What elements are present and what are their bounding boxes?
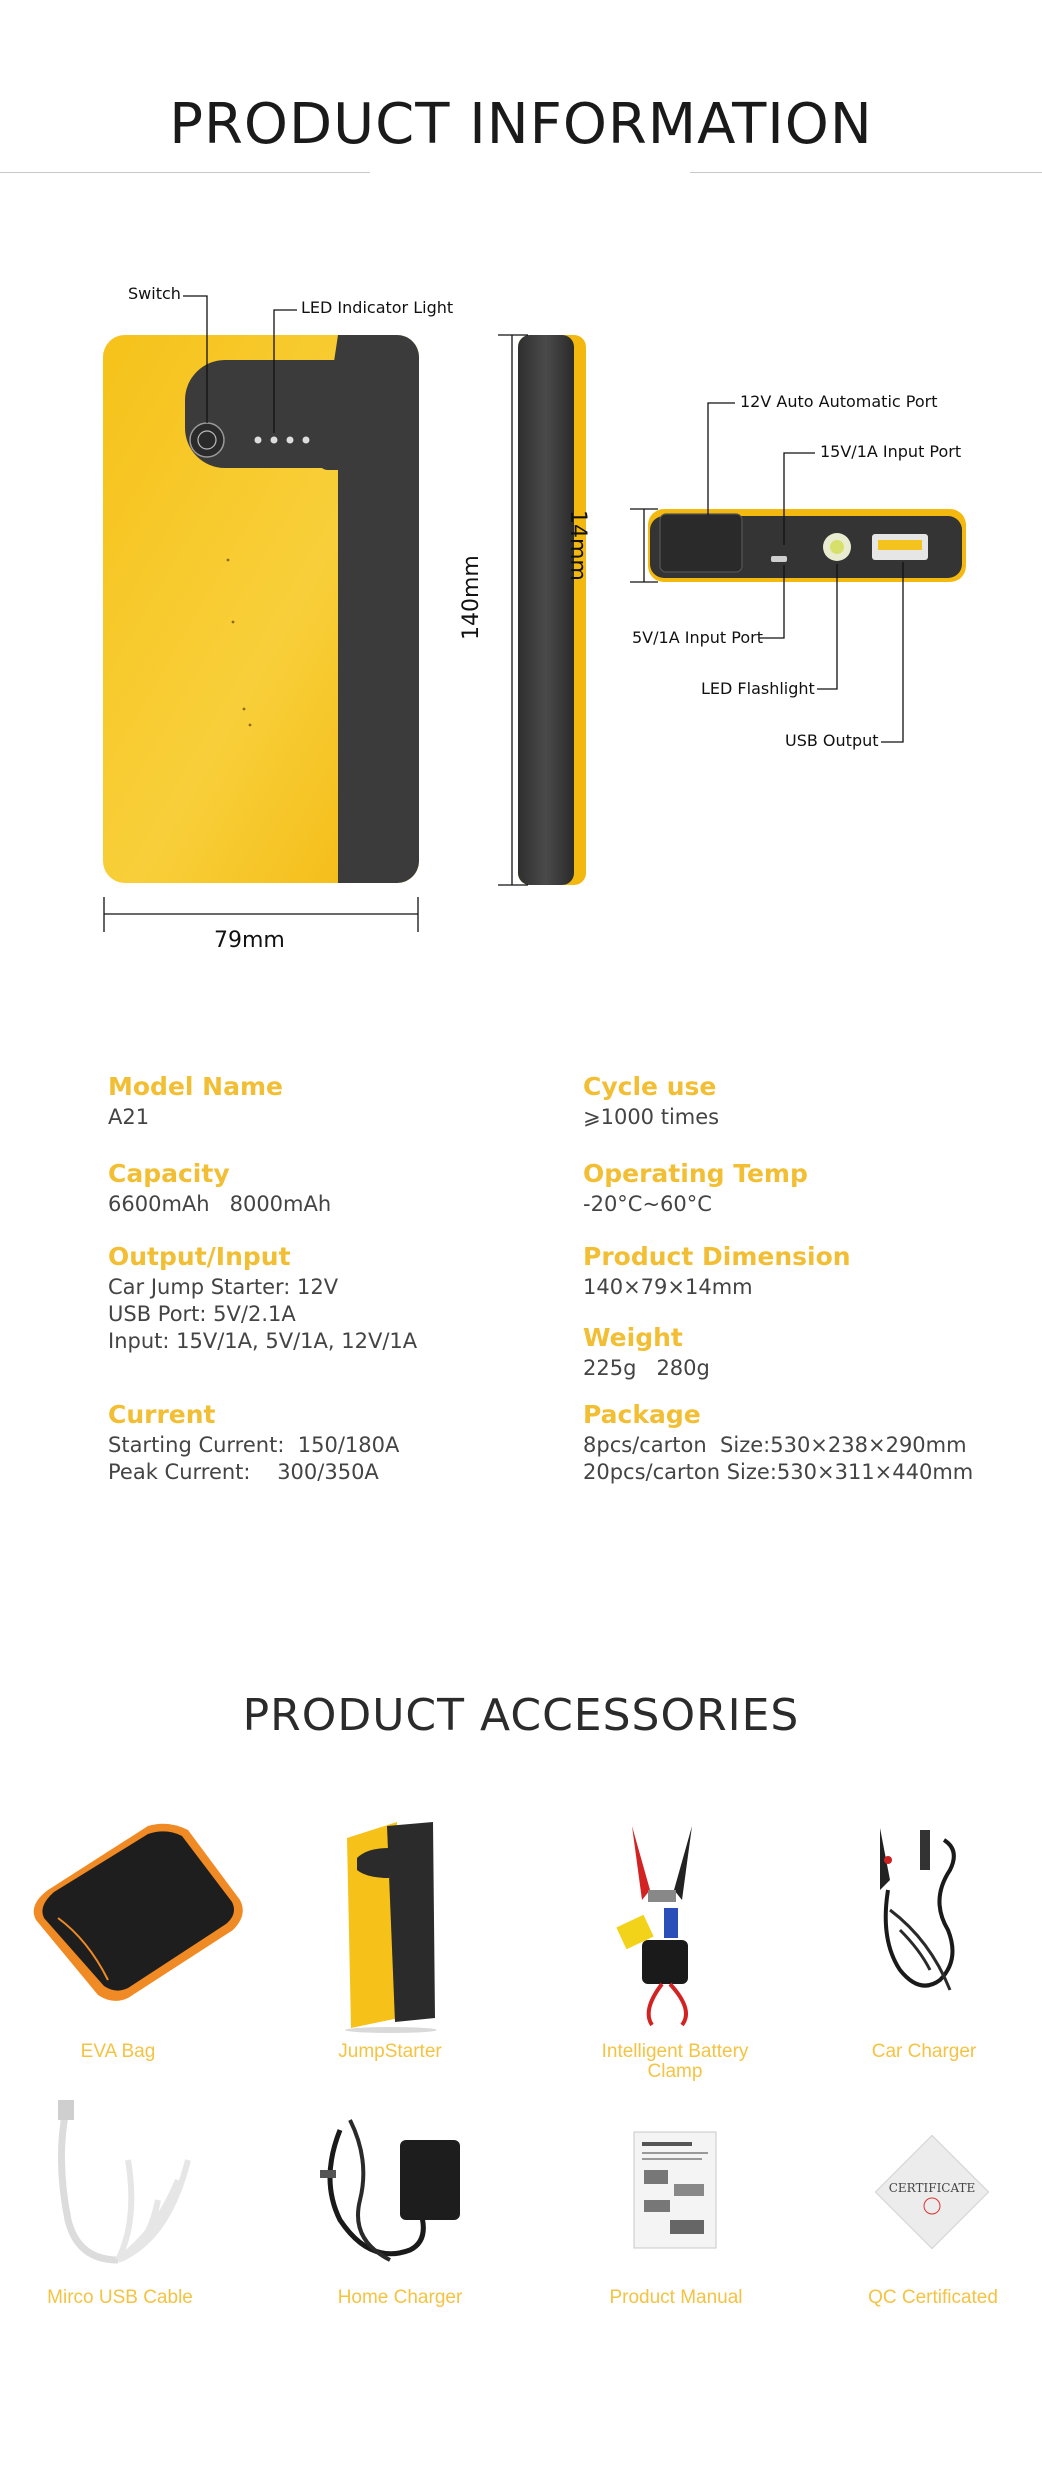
port-12v-label: 12V Auto Automatic Port xyxy=(740,392,938,411)
product-accessories-title: PRODUCT ACCESSORIES xyxy=(242,1690,800,1741)
port-15v-label: 15V/1A Input Port xyxy=(820,442,962,461)
micro-usb-cable-image xyxy=(48,2100,198,2270)
accessory-caption: Car Charger xyxy=(871,2041,977,2062)
usb-output-label: USB Output xyxy=(785,731,879,750)
port-5v-label: 5V/1A Input Port xyxy=(632,628,763,647)
accessory-product-manual xyxy=(586,2288,766,2308)
spec-label: Weight xyxy=(583,1323,683,1352)
spec-model xyxy=(108,1070,283,1131)
accessory-car-charger xyxy=(844,2042,1004,2062)
product-manual-image xyxy=(630,2128,720,2253)
width-dimension: 79mm xyxy=(214,928,285,953)
battery-clamp-image xyxy=(612,1820,732,2030)
spec-temp xyxy=(583,1157,808,1218)
spec-label: Cycle use xyxy=(583,1072,717,1101)
spec-label: Model Name xyxy=(108,1072,283,1101)
switch-label: Switch xyxy=(128,284,181,303)
home-charger-image xyxy=(310,2100,475,2270)
spec-label: Operating Temp xyxy=(583,1159,808,1188)
product-diagram xyxy=(0,0,1042,960)
spec-dimension xyxy=(583,1240,851,1301)
eva-bag-image xyxy=(28,1820,250,2005)
spec-label: Capacity xyxy=(108,1159,230,1188)
spec-cycle xyxy=(583,1070,719,1131)
car-charger-image xyxy=(860,1820,970,2005)
spec-package xyxy=(583,1398,973,1486)
thickness-dimension: 14mm xyxy=(565,510,590,581)
spec-value: 140×79×14mm xyxy=(583,1275,753,1299)
spec-output xyxy=(108,1240,417,1355)
spec-weight xyxy=(583,1321,710,1382)
accessory-caption: Mirco USB Cable xyxy=(47,2287,193,2308)
jumpstarter-image xyxy=(337,1818,447,2033)
height-dimension: 140mm xyxy=(459,555,484,640)
accessory-caption: QC Certificated xyxy=(868,2287,998,2308)
spec-label: Output/Input xyxy=(108,1242,291,1271)
spec-label: Product Dimension xyxy=(583,1242,851,1271)
spec-value: A21 xyxy=(108,1105,150,1129)
accessory-caption: Home Charger xyxy=(337,2287,463,2308)
spec-value: Starting Current: 150/180A Peak Current: 300/350A xyxy=(108,1433,400,1484)
product-information-title: PRODUCT INFORMATION xyxy=(169,92,873,157)
accessory-eva-bag xyxy=(38,2042,198,2062)
spec-value: 225g 280g xyxy=(583,1356,710,1380)
flashlight-label: LED Flashlight xyxy=(701,679,815,698)
accessory-caption: JumpStarter xyxy=(338,2041,442,2062)
accessory-caption: EVA Bag xyxy=(80,2041,156,2062)
accessory-home-charger xyxy=(310,2288,490,2308)
accessory-jumpstarter xyxy=(310,2042,470,2062)
spec-value: Car Jump Starter: 12V USB Port: 5V/2.1A Input: 15V/1A, 5V/1A, 12V/1A xyxy=(108,1275,418,1353)
spec-current xyxy=(108,1398,399,1486)
spec-label: Package xyxy=(583,1400,701,1429)
device-front-view xyxy=(103,335,419,883)
spec-value: 6600mAh 8000mAh xyxy=(108,1192,332,1216)
led-indicator-label: LED Indicator Light xyxy=(301,298,454,317)
spec-value: -20°C~60°C xyxy=(583,1192,712,1216)
certificate-image xyxy=(872,2132,992,2252)
device-port-view xyxy=(648,509,966,582)
accessory-caption: Intelligent Battery Clamp xyxy=(601,2041,749,2082)
spec-capacity xyxy=(108,1157,331,1218)
device-side-view xyxy=(518,335,586,885)
accessory-battery-clamp xyxy=(580,2042,770,2082)
accessory-caption: Product Manual xyxy=(609,2287,743,2308)
accessory-qc-certificated xyxy=(843,2288,1023,2308)
spec-value: 8pcs/carton Size:530×238×290mm 20pcs/carton Size:530×311×440mm xyxy=(583,1433,974,1484)
accessory-micro-usb-cable xyxy=(30,2288,210,2308)
certificate-text: CERTIFICATE xyxy=(888,2181,976,2195)
spec-value: ⩾1000 times xyxy=(583,1105,720,1129)
spec-label: Current xyxy=(108,1400,216,1429)
